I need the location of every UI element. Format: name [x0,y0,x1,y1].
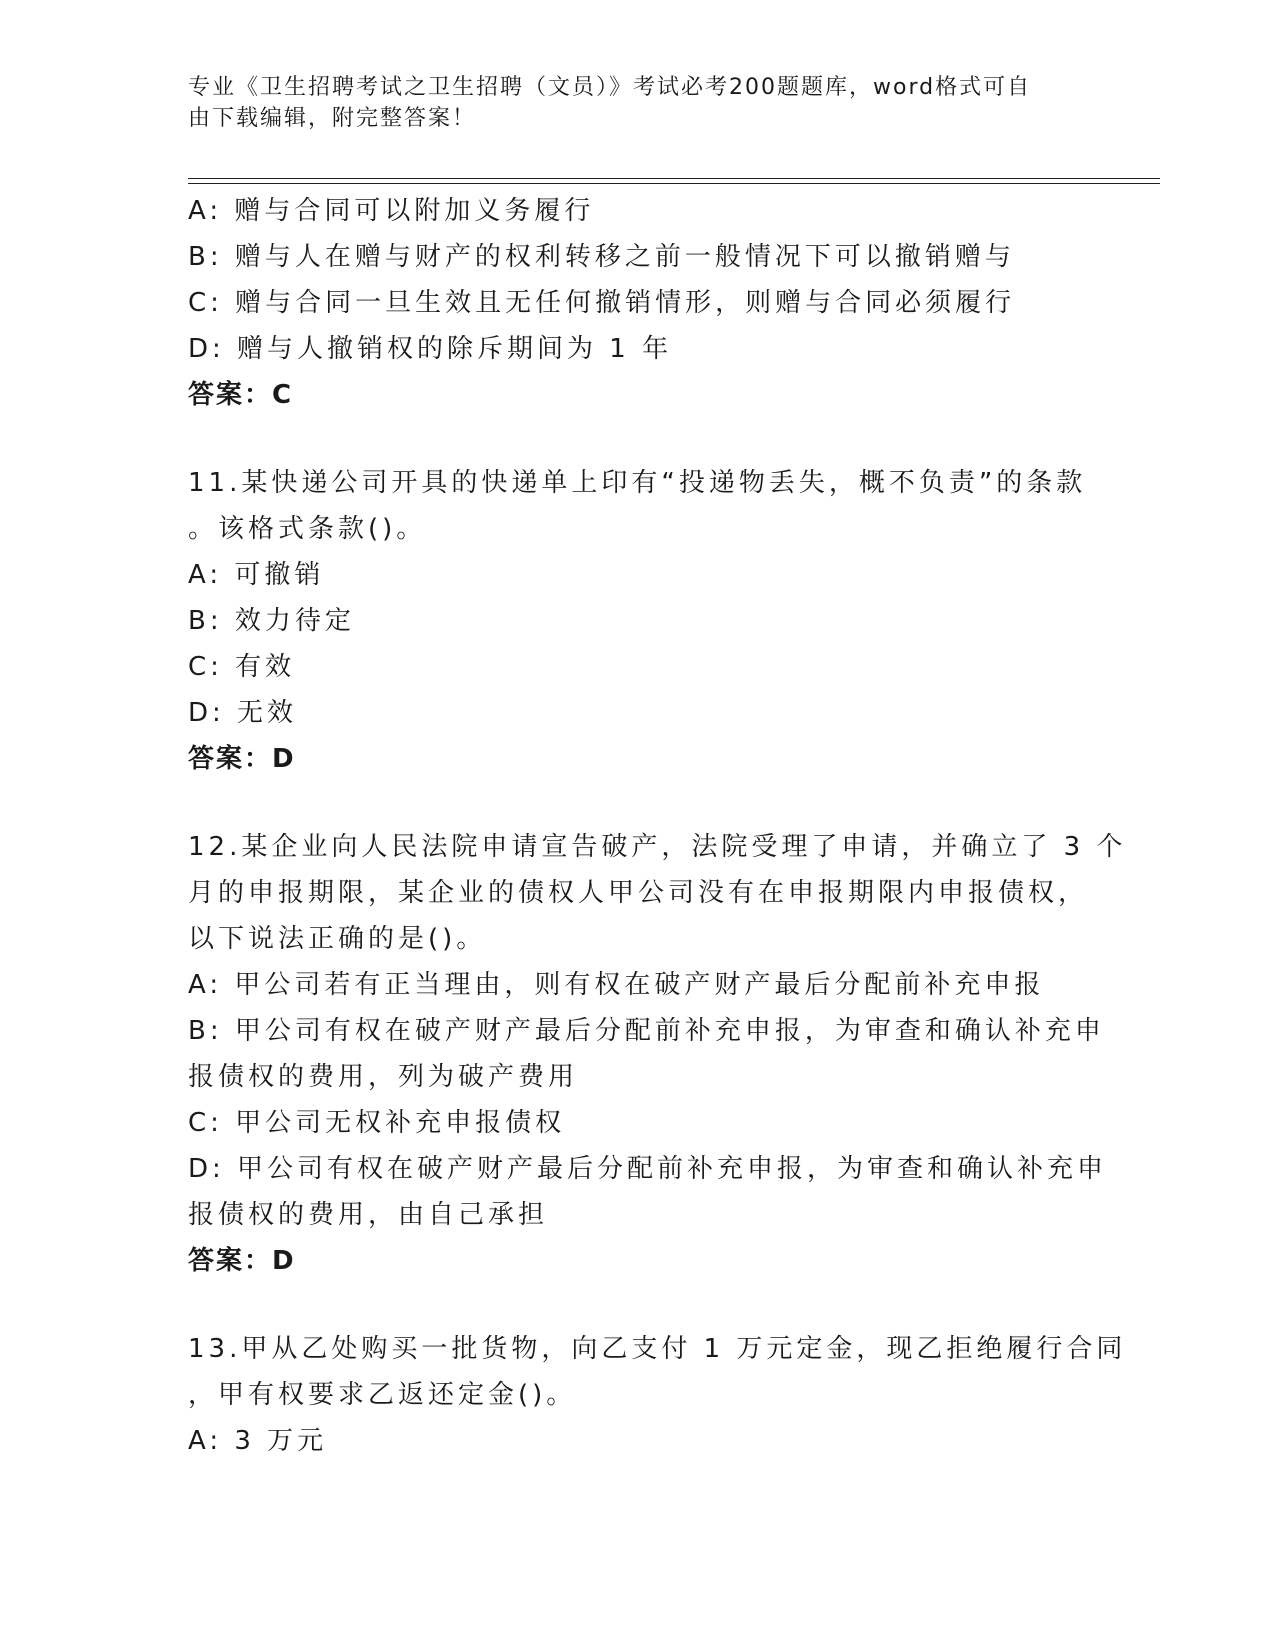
question-10 [188,188,1088,418]
document-header [188,72,1088,134]
spacer [188,418,1088,460]
option-d: D: 赠与人撤销权的除斥期间为 1 年 [188,334,673,364]
spacer [188,1284,1088,1326]
option-b: B: 效力待定 [188,606,355,636]
answer: 答案：C [188,380,294,410]
option-a: A: 可撤销 [188,560,325,590]
option-c: C: 有效 [188,652,296,682]
option-c: C: 赠与合同一旦生效且无任何撤销情形，则赠与合同必须履行 [188,288,1016,318]
option-b: B: 赠与人在赠与财产的权利转移之前一般情况下可以撤销赠与 [188,242,1015,272]
question-stem: 。该格式条款()。 [188,514,427,544]
option-b-continued: 报债权的费用，列为破产费用 [188,1062,579,1092]
question-stem: 11.某快递公司开具的快递单上印有“投递物丢失，概不负责”的条款 [188,468,1087,498]
question-stem: 以下说法正确的是()。 [188,924,487,954]
header-divider-top [188,178,1160,179]
question-stem: 月的申报期限，某企业的债权人甲公司没有在申报期限内申报债权， [188,878,1089,908]
header-line-1: 专业《卫生招聘考试之卫生招聘（文员）》考试必考200题题库，word格式可自 [188,75,1032,100]
question-13 [188,1326,1127,1464]
answer: 答案：D [188,1246,296,1276]
answer: 答案：D [188,744,296,774]
option-b: B: 甲公司有权在破产财产最后分配前补充申报，为审查和确认补充申 [188,1016,1105,1046]
option-c: C: 甲公司无权补充申报债权 [188,1108,566,1138]
option-a: A: 3 万元 [188,1426,328,1456]
option-d: D: 无效 [188,698,298,728]
question-stem: 13.甲从乙处购买一批货物，向乙支付 1 万元定金，现乙拒绝履行合同 [188,1334,1127,1364]
option-a: A: 甲公司若有正当理由，则有权在破产财产最后分配前补充申报 [188,970,1045,1000]
option-a: A: 赠与合同可以附加义务履行 [188,196,595,226]
question-11 [188,460,1088,782]
spacer [188,782,1088,824]
question-stem: 12.某企业向人民法院申请宣告破产，法院受理了申请，并确立了 3 个 [188,832,1127,862]
question-12 [188,824,1127,1284]
header-divider-bottom [188,183,1160,184]
header-line-2: 由下载编辑，附完整答案！ [188,106,477,131]
option-d: D: 甲公司有权在破产财产最后分配前补充申报，为审查和确认补充申 [188,1154,1108,1184]
option-d-continued: 报债权的费用，由自己承担 [188,1200,549,1230]
question-content [188,188,1127,1464]
question-stem: ，甲有权要求乙返还定金()。 [188,1380,577,1410]
